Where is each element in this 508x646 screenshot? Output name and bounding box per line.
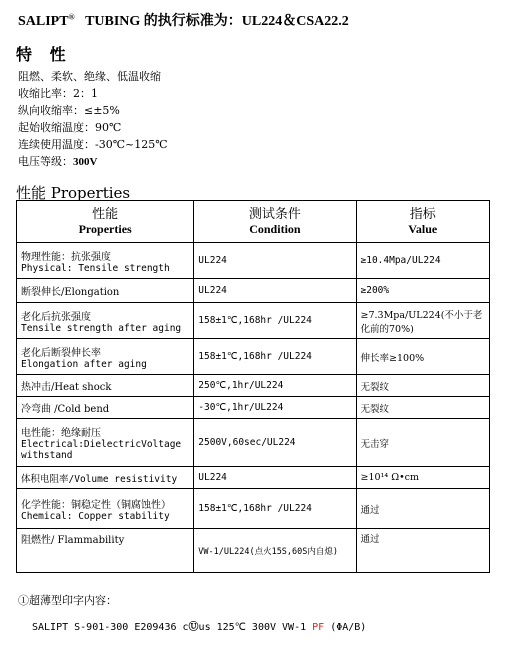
table-header-row (17, 201, 490, 243)
ul-mark-icon: Ⓤ (188, 622, 199, 633)
registered-mark: ® (68, 12, 75, 22)
condition-cell: VW-1/UL224(点火15S,60S内自熄) (194, 529, 356, 573)
feature-item: 纵向收缩率：≤±5% (18, 104, 120, 117)
table-row (17, 279, 490, 303)
feature-item: 连续使用温度：-30℃~125℃ (18, 138, 168, 151)
condition-cell: UL224 (194, 467, 356, 489)
property-cell: 物理性能：抗张强度 Physical: Tensile strength (17, 243, 194, 279)
print-text: (ΦA/B) (324, 622, 367, 633)
properties-heading: 性能 Properties (16, 184, 131, 202)
property-cell: 热冲击/Heat shock (17, 375, 194, 397)
property-cell: 老化后抗张强度 Tensile strength after aging (17, 303, 194, 339)
voltage-label: 电压等级： (18, 155, 73, 168)
value-cell: ≥200% (356, 279, 489, 303)
table-row (17, 303, 490, 339)
title-standard: TUBING 的执行标准为：UL224＆CSA22.2 (85, 14, 349, 29)
print-text: SALIPT S-901-300 E209436 c (32, 622, 189, 633)
features-heading: 特 性 (16, 45, 72, 64)
table-row (17, 529, 490, 573)
property-cell: 体积电阻率/Volume resistivity (17, 467, 194, 489)
pf-mark: PF (312, 622, 325, 633)
feature-item-voltage (18, 153, 168, 171)
brand-name: SALIPT (18, 14, 69, 29)
property-cell: 电性能：绝缘耐压 Electrical:DielectricVoltage withstand (17, 419, 194, 467)
table-row (17, 243, 490, 279)
property-cell: 老化后断裂伸长率 Elongation after aging (17, 339, 194, 375)
table-row (17, 339, 490, 375)
column-header-condition: 测试条件 Condition (194, 201, 356, 243)
print-text: us 125℃ 300V VW-1 (198, 622, 313, 633)
features-list (18, 68, 168, 171)
property-cell: 化学性能：铜稳定性（铜腐蚀性） Chemical: Copper stability (17, 489, 194, 529)
printing-heading: ①超薄型印字内容： (18, 594, 117, 607)
value-cell: ≥10¹⁴ Ω•cm (356, 467, 489, 489)
value-cell: 无裂纹 (356, 397, 489, 419)
value-cell: 通过 (356, 529, 489, 573)
condition-cell: 158±1℃,168hr /UL224 (194, 303, 356, 339)
value-cell: 伸长率≥100% (356, 339, 489, 375)
condition-cell: 158±1℃,168hr /UL224 (194, 339, 356, 375)
column-header-value: 指标 Value (356, 201, 489, 243)
condition-cell: 158±1℃,168hr /UL224 (194, 489, 356, 529)
value-cell: ≥7.3Mpa/UL224(不小于老化前的70%) (356, 303, 489, 339)
condition-cell: UL224 (194, 279, 356, 303)
feature-item: 阻燃、柔软、绝缘、低温收缩 (18, 70, 161, 83)
feature-item: 起始收缩温度：90℃ (18, 121, 122, 134)
value-cell: ≥10.4Mpa/UL224 (356, 243, 489, 279)
value-cell: 无击穿 (356, 419, 489, 467)
feature-item: 收缩比率：2：1 (18, 87, 98, 100)
printing-content (32, 618, 366, 633)
table-row (17, 467, 490, 489)
condition-cell: -30℃,1hr/UL224 (194, 397, 356, 419)
property-cell: 阻燃性/ Flammability (17, 529, 194, 573)
table-row (17, 419, 490, 467)
voltage-value: 300V (73, 156, 98, 168)
column-header-properties: 性能 Properties (17, 201, 194, 243)
condition-cell: UL224 (194, 243, 356, 279)
table-row (17, 375, 490, 397)
table-row (17, 397, 490, 419)
table-row (17, 489, 490, 529)
property-cell: 冷弯曲 /Cold bend (17, 397, 194, 419)
value-cell: 通过 (356, 489, 489, 529)
property-cell: 断裂伸长/Elongation (17, 279, 194, 303)
condition-cell: 2500V,60sec/UL224 (194, 419, 356, 467)
condition-cell: 250℃,1hr/UL224 (194, 375, 356, 397)
value-cell: 无裂纹 (356, 375, 489, 397)
properties-table (16, 200, 490, 573)
document-title (18, 10, 349, 30)
